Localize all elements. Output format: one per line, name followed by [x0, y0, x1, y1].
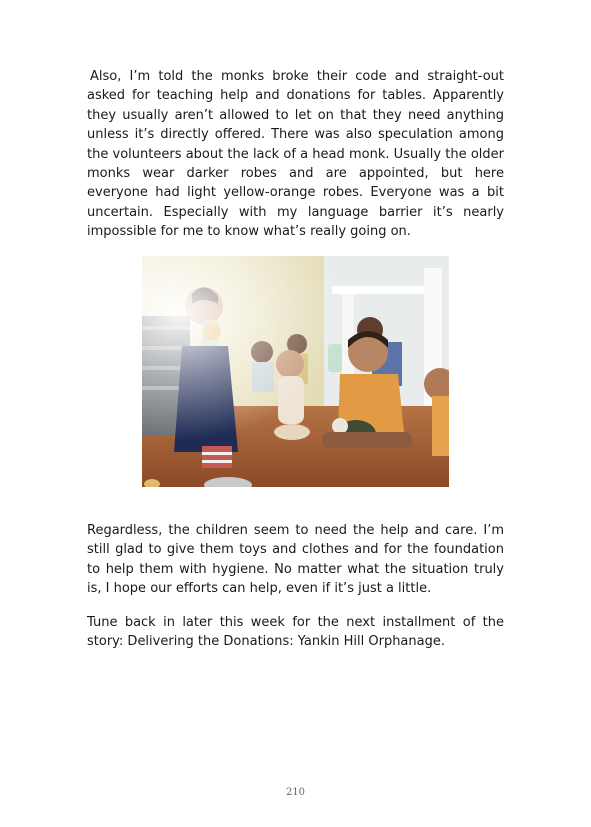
- paragraph-tune-back: Tune back in later this week for the next installment of the story: Delivering the Donations: Yankin Hill Orphanage.: [87, 615, 504, 650]
- page-number: 210: [285, 787, 306, 798]
- children-photo-illustration: [142, 256, 449, 487]
- paragraph-regardless: Regardless, the children seem to need the help and care. I’m still glad to give them toys and clothes and for the foundation to help them with hygiene. No matter what the situation truly is, I hope our efforts can help, even if it’s just a little.: [87, 523, 504, 597]
- paragraph-monks: Also, I’m told the monks broke their code and straight-out asked for teaching help and donations for tables. Apparently they usually aren’t allowed to let on that they need anything unless it’s directly offered. There was also speculation among the volunteers about the lack of a head monk. Usually the older monks wear darker robes and are appointed, but here everyone had light yellow-orange robes. Everyone was a bit uncertain. Especially with my language barrier it’s nearly impossible for me to know what’s really going on.: [87, 69, 504, 240]
- children-photo: [142, 256, 449, 487]
